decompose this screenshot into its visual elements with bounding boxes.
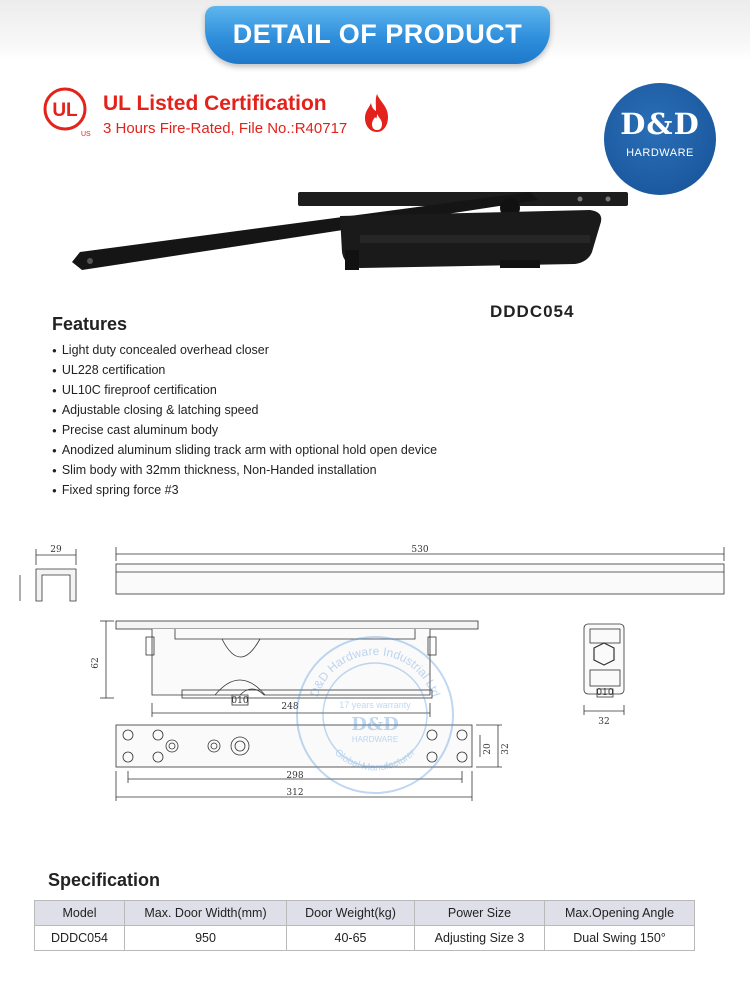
table-header-cell: Max. Door Width(mm) (125, 901, 287, 926)
watermark-warranty: 17 years warranty (339, 700, 411, 710)
dim-track-length: 530 (411, 545, 429, 555)
specification-table (34, 900, 695, 951)
dim-base-length: 312 (286, 788, 304, 798)
brand-sub: HARDWARE (626, 147, 694, 159)
table-header-cell: Max.Opening Angle (545, 901, 695, 926)
feature-item: ● Light duty concealed overhead closer (52, 340, 437, 360)
dim-body-length: 248 (281, 702, 299, 712)
certification-subtitle: 3 Hours Fire-Rated, File No.:R40717 (103, 120, 348, 137)
dim-base-outer: 32 (501, 743, 511, 755)
table-header-row (35, 901, 695, 926)
ul-logo-sub: US (81, 131, 91, 138)
certification-title: UL Listed Certification (103, 92, 327, 115)
dim-body-height: 62 (91, 657, 101, 669)
features-title: Features (52, 314, 128, 334)
dim-valve-label-side: 010 (596, 688, 614, 698)
table-cell: 40-65 (287, 926, 415, 951)
table-cell: Dual Swing 150° (545, 926, 695, 951)
table-cell: 950 (125, 926, 287, 951)
watermark-ring-text: D&D Hardware Industrial Ltd (307, 643, 443, 699)
ul-logo-text: UL (52, 100, 78, 121)
feature-item: ● UL10C fireproof certification (52, 380, 437, 400)
table-header-cell: Power Size (415, 901, 545, 926)
table-row (35, 926, 695, 951)
dim-side-width: 32 (598, 717, 610, 727)
dim-hole-spacing: 298 (286, 771, 304, 781)
dim-track-width: 29 (50, 545, 62, 555)
brand-name: D&D (620, 107, 700, 141)
table-cell: DDDC054 (35, 926, 125, 951)
fire-icon (358, 92, 396, 134)
brand-logo (604, 83, 716, 195)
product-model: DDDC054 (490, 302, 575, 321)
feature-item: ● Precise cast aluminum body (52, 420, 437, 440)
feature-list (52, 340, 437, 500)
specification-title: Specification (48, 870, 161, 890)
dim-base-inner: 20 (483, 743, 493, 755)
feature-item: ● Adjustable closing & latching speed (52, 400, 437, 420)
product-image (60, 180, 640, 310)
feature-item: ● Anodized aluminum sliding track arm with optional hold open device (52, 440, 437, 460)
watermark-bottom-text: Global Manufacturer (332, 747, 418, 774)
page-banner: DETAIL OF PRODUCT (205, 6, 550, 64)
watermark-seal (290, 630, 460, 800)
watermark-brand: D&D (351, 714, 399, 735)
watermark-brand-sub: HARDWARE (351, 735, 399, 744)
table-header-cell: Model (35, 901, 125, 926)
dim-valve-label: 010 (231, 696, 249, 706)
table-cell: Adjusting Size 3 (415, 926, 545, 951)
ul-logo-icon (38, 84, 96, 142)
feature-item: ● Fixed spring force #3 (52, 480, 437, 500)
table-header-cell: Door Weight(kg) (287, 901, 415, 926)
feature-item: ● Slim body with 32mm thickness, Non-Handed installation (52, 460, 437, 480)
feature-item: ● UL228 certification (52, 360, 437, 380)
